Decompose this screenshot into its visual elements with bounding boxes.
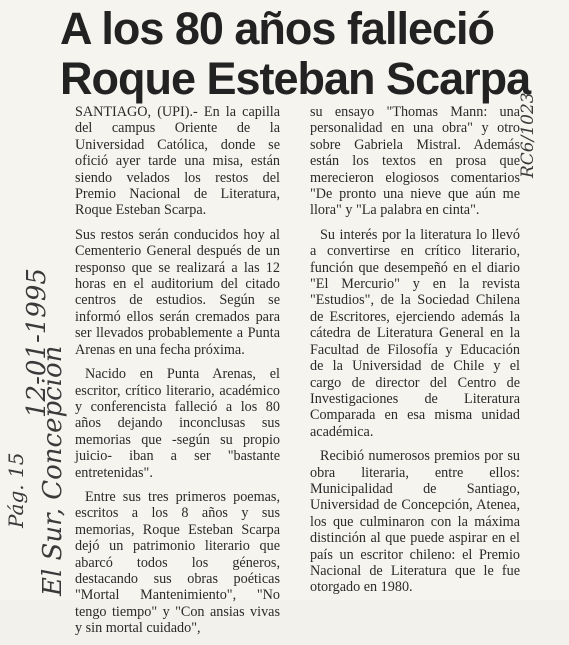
headline <box>60 4 560 104</box>
paragraph: Nacido en Punta Arenas, el escritor, crítico literario, académico y conferencista falleció a los 80 años dejando inconclusas sus memorias que -según su propio juicio- iban a ser "bastante entretenidas". <box>75 366 280 481</box>
paragraph: Recibió numerosos premios por su obra literaria, entre ellos: Municipalidad de Santiago, Universidad de Concepción, Atenea, los que culminaron con la máxima distinción al que puede aspirar en el país un escritor chileno: el Premio Nacional de Literatura que le fue otorgado en 1980. <box>310 448 520 596</box>
headline-line-2: Roque Esteban Scarpa <box>60 53 531 104</box>
date-annotation: 12-01-1995 <box>22 268 52 418</box>
paragraph: Sus restos serán conducidos hoy al Cementerio General después de un responso que se realizará a las 12 horas en el auditorium del citado centros de estudios. Según se informó ellos serán cremados para ser llevados probablemente a Punta Arenas en una fecha próxima. <box>75 226 280 358</box>
paragraph: Su interés por la literatura lo llevó a convertirse en crítico literario, función que desempeñó en el diario "El Mercurio" y en la revista "Estudios", de la Sociedad Chilena de Escritores, ejerciendo además la cátedra de Literatura General en la Facultad de Filosofía y Educación de la Universidad de Chile y el cargo de director del Centro de Investigaciones de Literatura Comparada en esa misma unidad académica. <box>310 226 520 440</box>
paragraph: su ensayo "Thomas Mann: una personalidad en una obra" y otro sobre Gabriela Mistral. Además están los textos en prosa que merecieron elogiosos comentarios "De pronto una nieve que aún me llora" y "La palabra en cinta". <box>310 104 520 219</box>
paragraph: SANTIAGO, (UPI).- En la capilla del campus Oriente de la Universidad Católica, donde se ofició ayer tarde una misa, están siendo velados los restos del Premio Nacional de Literatura, Roque Esteban Scarpa. <box>75 104 280 219</box>
source-annotation: El Sur, Concepción <box>38 345 68 596</box>
archive-code-annotation: RC6/1023 <box>518 92 538 178</box>
article-column-right <box>310 104 520 604</box>
headline-line-1: A los 80 años falleció <box>60 3 494 54</box>
page-annotation: Pág. 15 <box>4 452 28 528</box>
article-column-left <box>75 104 280 645</box>
paragraph: Entre sus tres primeros poemas, escritos a los 8 años y sus memorias, Roque Esteban Scarpa dejó un patrimonio literario que abarcó todos los géneros, destacando sus obras poéticas "Mortal Mantenimiento", "No tengo tiempo" y "Con ansias vivas y sin mortal cuidado", <box>75 488 280 637</box>
